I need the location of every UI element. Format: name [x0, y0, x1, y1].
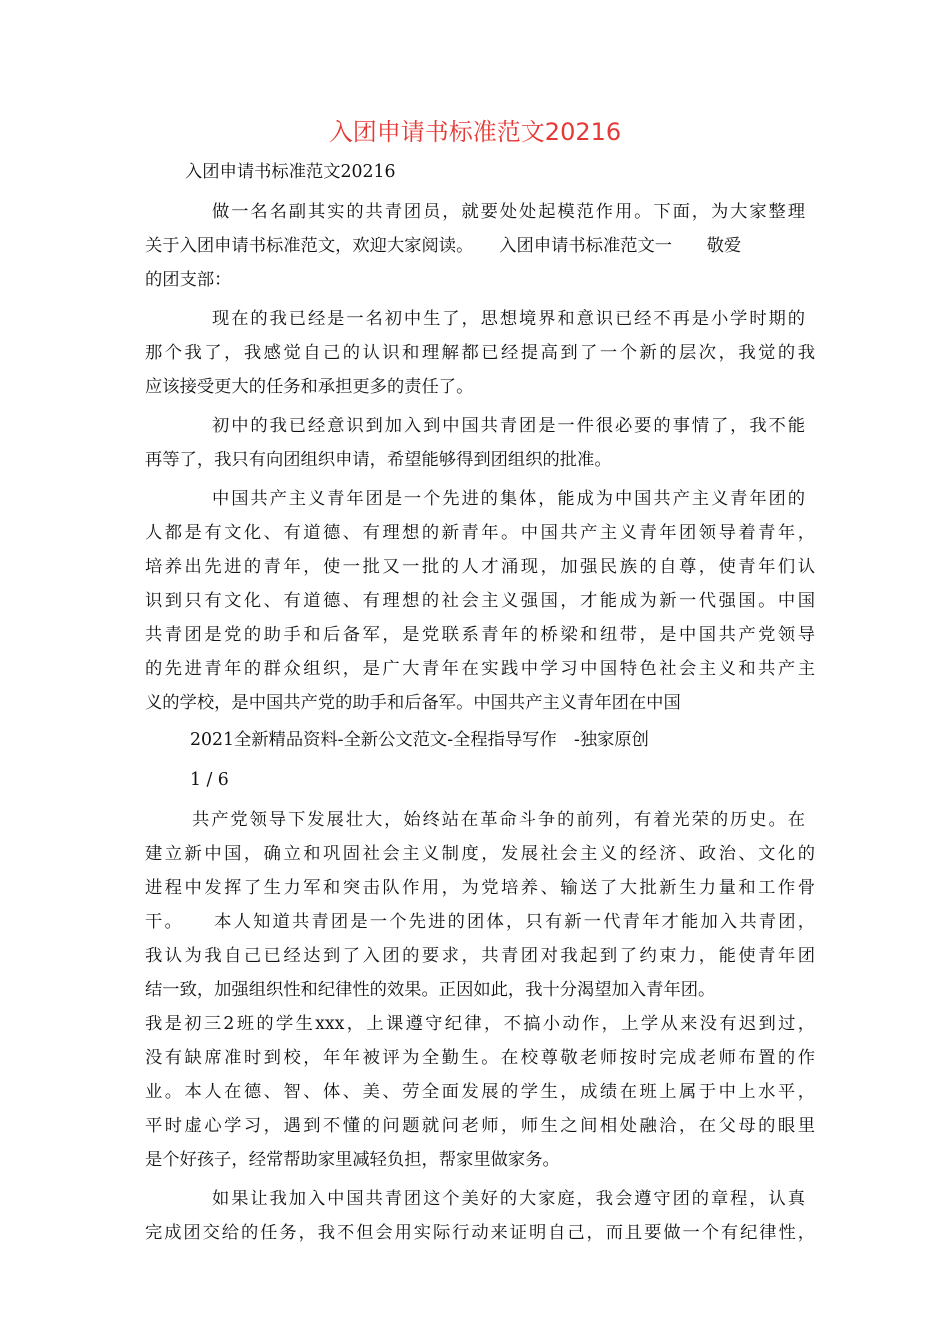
text-line: 培养出先进的青年，使一批又一批的人才涌现，加强民族的自尊，使青年们认 — [145, 557, 815, 577]
text-line: 中国共产主义青年团是一个先进的集体，能成为中国共产主义青年团的 — [212, 489, 805, 509]
page-number: 1 / 6 — [190, 770, 229, 790]
text-line: 关于入团申请书标准范文，欢迎大家阅读。 入团申请书标准范文一 敬爱 — [145, 236, 742, 256]
document-title: 入团申请书标准范文20216 — [328, 118, 622, 146]
text-line: 完成团交给的任务，我不但会用实际行动来证明自己，而且要做一个有纪律性， — [145, 1223, 815, 1243]
document-subtitle: 入团申请书标准范文20216 — [185, 162, 396, 182]
text-line: 如果让我加入中国共青团这个美好的大家庭，我会遵守团的章程，认真 — [212, 1189, 805, 1209]
text-line: 建立新中国，确立和巩固社会主义制度，发展社会主义的经济、政治、文化的 — [145, 844, 815, 864]
page-footer-note: 2021全新精品资料-全新公文范文-全程指导写作 -独家原创 — [190, 730, 649, 750]
text-line: 初中的我已经意识到加入到中国共青团是一件很必要的事情了，我不能 — [212, 416, 805, 436]
text-line: 应该接受更大的任务和承担更多的责任了。 — [145, 377, 474, 397]
text-line: 做一名名副其实的共青团员，就要处处起模范作用。下面，为大家整理 — [212, 202, 805, 222]
text-line: 义的学校，是中国共产党的助手和后备军。中国共产主义青年团在中国 — [145, 693, 681, 713]
text-line: 平时虚心学习，遇到不懂的问题就问老师，师生之间相处融洽，在父母的眼里 — [145, 1116, 815, 1136]
text-line: 是个好孩子，经常帮助家里减轻负担，帮家里做家务。 — [145, 1150, 560, 1170]
text-line: 业。本人在德、智、体、美、劳全面发展的学生，成绩在班上属于中上水平， — [145, 1082, 815, 1102]
text-line: 结一致，加强组织性和纪律性的效果。正因如此，我十分渴望加入青年团。 — [145, 980, 716, 1000]
text-line: 现在的我已经是一名初中生了，思想境界和意识已经不再是小学时期的 — [212, 309, 805, 329]
text-line: 那个我了，我感觉自己的认识和理解都已经提高到了一个新的层次，我觉的我 — [145, 343, 815, 363]
text-line: 再等了，我只有向团组织申请，希望能够得到团组织的批准。 — [145, 450, 612, 470]
text-line: 识到只有文化、有道德、有理想的社会主义强国，才能成为新一代强国。中国 — [145, 591, 815, 611]
text-line: 干。 本人知道共青团是一个先进的团体，只有新一代青年才能加入共青团， — [145, 912, 815, 932]
text-line: 共产党领导下发展壮大，始终站在革命斗争的前列，有着光荣的历史。在 — [192, 810, 805, 830]
text-line: 的先进青年的群众组织，是广大青年在实践中学习中国特色社会主义和共产主 — [145, 659, 815, 679]
text-line: 人都是有文化、有道德、有理想的新青年。中国共产主义青年团领导着青年， — [145, 523, 815, 543]
text-line: 的团支部： — [145, 270, 232, 290]
text-line: 没有缺席准时到校，年年被评为全勤生。在校尊敬老师按时完成老师布置的作 — [145, 1048, 815, 1068]
text-line: 我是初三2班的学生xxx，上课遵守纪律，不搞小动作，上学从来没有迟到过， — [145, 1014, 815, 1034]
text-line: 进程中发挥了生力军和突击队作用，为党培养、输送了大批新生力量和工作骨 — [145, 878, 815, 898]
text-line: 我认为我自己已经达到了入团的要求，共青团对我起到了约束力，能使青年团 — [145, 946, 815, 966]
text-line: 共青团是党的助手和后备军，是党联系青年的桥梁和纽带，是中国共产党领导 — [145, 625, 815, 645]
